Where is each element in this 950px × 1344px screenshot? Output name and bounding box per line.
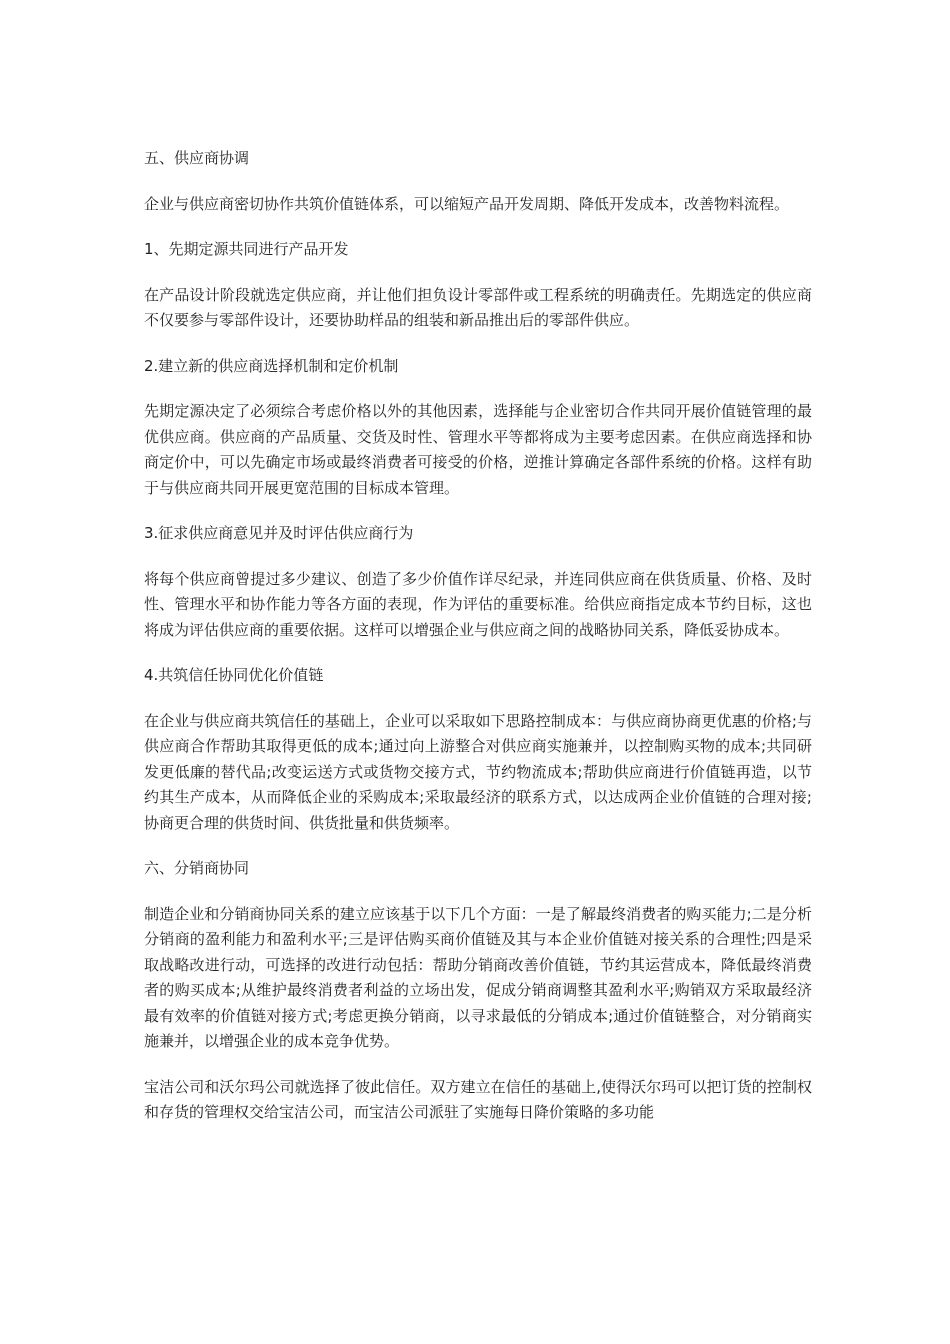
paragraph-selection-pricing: 先期定源决定了必须综合考虑价格以外的其他因素，选择能与企业密切合作共同开展价值链管理的最优供应商。供应商的产品质量、交货及时性、管理水平等都将成为主要考虑因素。在供应商选择和协商定价中，可以先确定市场或最终消费者可接受的价格，逆推计算确定各部件系统的价格。这样有助于与供应商共同开展更宽范围的目标成本管理。 bbox=[144, 402, 812, 497]
paragraph-early-sourcing: 在产品设计阶段就选定供应商，并让他们担负设计零部件或工程系统的明确责任。先期选定的供应商不仅要参与零部件设计，还要协助样品的组装和新品推出后的零部件供应。 bbox=[144, 285, 812, 329]
paragraph-trust: 在企业与供应商共筑信任的基础上，企业可以采取如下思路控制成本：与供应商协商更优惠的价格;与供应商合作帮助其取得更低的成本;通过向上游整合对供应商实施兼并，以控制购买物的成本;共同研发更低廉的替代品;改变运送方式或货物交接方式，节约物流成本;帮助供应商进行价值链再造，以节约其生产成本，从而降低企业的采购成本;采取最经济的联系方式，以达成两企业价值链的合理对接;协商更合理的供货时间、供货批量和供货频率。 bbox=[144, 711, 812, 832]
section-heading-distributor: 六、分销商协同 bbox=[144, 859, 250, 877]
subheading-evaluation: 3.征求供应商意见并及时评估供应商行为 bbox=[144, 524, 414, 542]
paragraph-intro: 企业与供应商密切协作共筑价值链体系，可以缩短产品开发周期、降低开发成本，改善物料流程。 bbox=[144, 194, 790, 213]
subheading-trust: 4.共筑信任协同优化价值链 bbox=[144, 666, 324, 684]
section-heading-supplier-coordination: 五、供应商协调 bbox=[144, 149, 250, 167]
subheading-early-sourcing: 1、先期定源共同进行产品开发 bbox=[144, 240, 349, 258]
paragraph-pg-walmart: 宝洁公司和沃尔玛公司就选择了彼此信任。双方建立在信任的基础上,使得沃尔玛可以把订货的控制权和存货的管理权交给宝洁公司，而宝洁公司派驻了实施每日降价策略的多功能 bbox=[144, 1077, 812, 1121]
document-body bbox=[144, 146, 812, 1146]
subheading-selection-pricing: 2.建立新的供应商选择机制和定价机制 bbox=[144, 356, 399, 375]
paragraph-evaluation: 将每个供应商曾提过多少建议、创造了多少价值作详尽纪录，并连同供应商在供货质量、价格、及时性、管理水平和协作能力等各方面的表现，作为评估的重要标准。给供应商指定成本节约目标，这也将成为评估供应商的重要依据。这样可以增强企业与供应商之间的战略协同关系，降低妥协成本。 bbox=[144, 569, 812, 639]
paragraph-distributor: 制造企业和分销商协同关系的建立应该基于以下几个方面：一是了解最终消费者的购买能力;二是分析分销商的盈利能力和盈利水平;三是评估购买商价值链及其与本企业价值链对接关系的合理性;四是采取战略改进行动，可选择的改进行动包括：帮助分销商改善价值链，节约其运营成本，降低最终消费者的购买成本;从维护最终消费者利益的立场出发，促成分销商调整其盈利水平;购销双方采取最经济最有效率的价值链对接方式;考虑更换分销商，以寻求最低的分销成本;通过价值链整合，对分销商实施兼并，以增强企业的成本竞争优势。 bbox=[144, 904, 812, 1050]
